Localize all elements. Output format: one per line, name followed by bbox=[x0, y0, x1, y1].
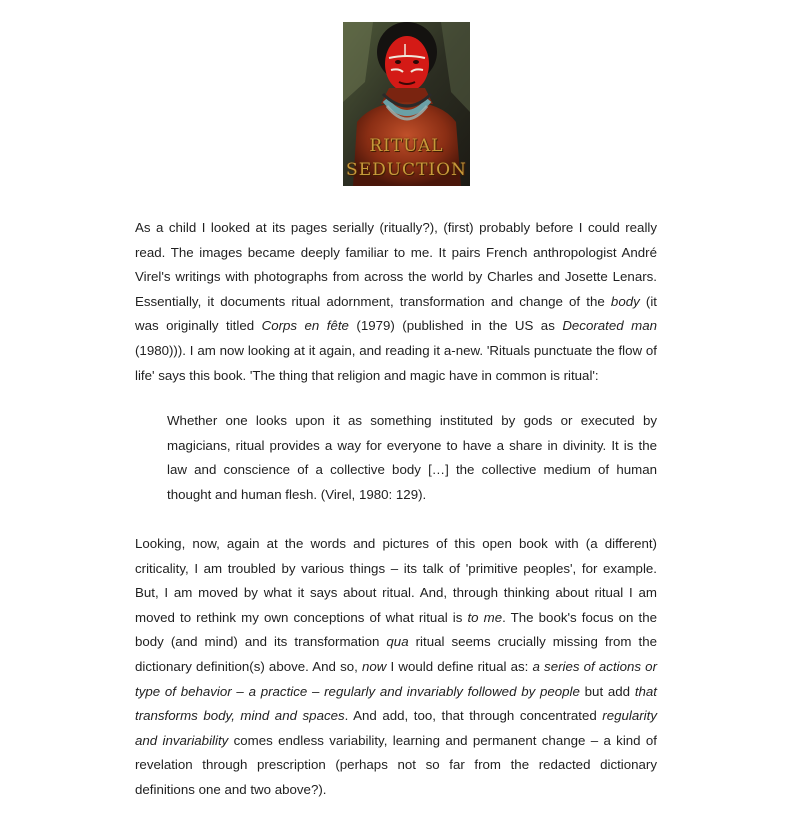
para2-emphasis-6: regularity and invariability bbox=[135, 708, 657, 748]
para1-text-4: (1980))). I am now looking at it again, and reading it a-new. 'Rituals punctuate the flow of life' says this book. 'The thing that religion and magic have in common is ritual': bbox=[135, 342, 657, 383]
cover-title-line1: RITUAL bbox=[369, 136, 444, 156]
book-cover bbox=[343, 22, 470, 186]
paragraph-reflection bbox=[135, 532, 657, 803]
para2-text-5: but add bbox=[579, 683, 635, 699]
para2-emphasis-5: that transforms body, mind and spaces bbox=[135, 683, 657, 724]
para2-text-3: ritual seems crucially missing from the dictionary definition(s) above. And so, bbox=[135, 634, 657, 674]
para2-text-2: . The book's focus on the body (and mind) and its transformation bbox=[135, 609, 657, 650]
para2-emphasis-1: to me bbox=[467, 609, 503, 625]
para1-text-2: (it was originally titled bbox=[135, 293, 657, 334]
para2-text-7: comes endless variability, learning and permanent change – a kind of revelation through prescription (perhaps not so far from the redacted dictionary definitions one and two above?). bbox=[135, 732, 657, 797]
para2-emphasis-2: qua bbox=[386, 634, 409, 650]
para1-emphasis-corps: Corps en fête bbox=[261, 318, 349, 334]
para1-text-1: As a child I looked at its pages serially (ritually?), (first) probably before I could really read. The images became deeply familiar to me. It pairs French anthropologist André Virel's writings with photographs from across the world by Charles and Josette Lenars. Essentially, it documents ritual adornment, transformation and change of the bbox=[135, 220, 657, 309]
para1-emphasis-decorated: Decorated man bbox=[562, 318, 657, 334]
block-quote: Whether one looks upon it as something instituted by gods or executed by magicians, ritual provides a way for everyone to have a share in divinity. It is the law and conscience of a collective body […] the collective medium of human thought and human flesh. (Virel, 1980: 129). bbox=[167, 413, 657, 502]
para2-emphasis-3: now bbox=[361, 658, 387, 674]
para1-text-3: (1979) (published in the US as bbox=[348, 318, 563, 334]
para2-text-4: I would define ritual as: bbox=[386, 658, 533, 674]
para2-emphasis-4: a series of actions or type of behavior – a practice – regularly and invariably followed by people bbox=[135, 658, 658, 699]
para2-text-1: Looking, now, again at the words and pictures of this open book with (a different) criticality, I am troubled by various things – its talk of 'primitive peoples', for example. But, I am moved by what it says about ritual. And, through thinking about ritual I am moved to rethink my own conceptions of what ritual is bbox=[135, 536, 657, 625]
cover-title-line2: SEDUCTION bbox=[346, 160, 467, 180]
paragraph-intro bbox=[135, 216, 657, 388]
para2-text-6: . And add, too, that through concentrated bbox=[344, 708, 603, 724]
para1-emphasis-body: body bbox=[610, 293, 640, 309]
